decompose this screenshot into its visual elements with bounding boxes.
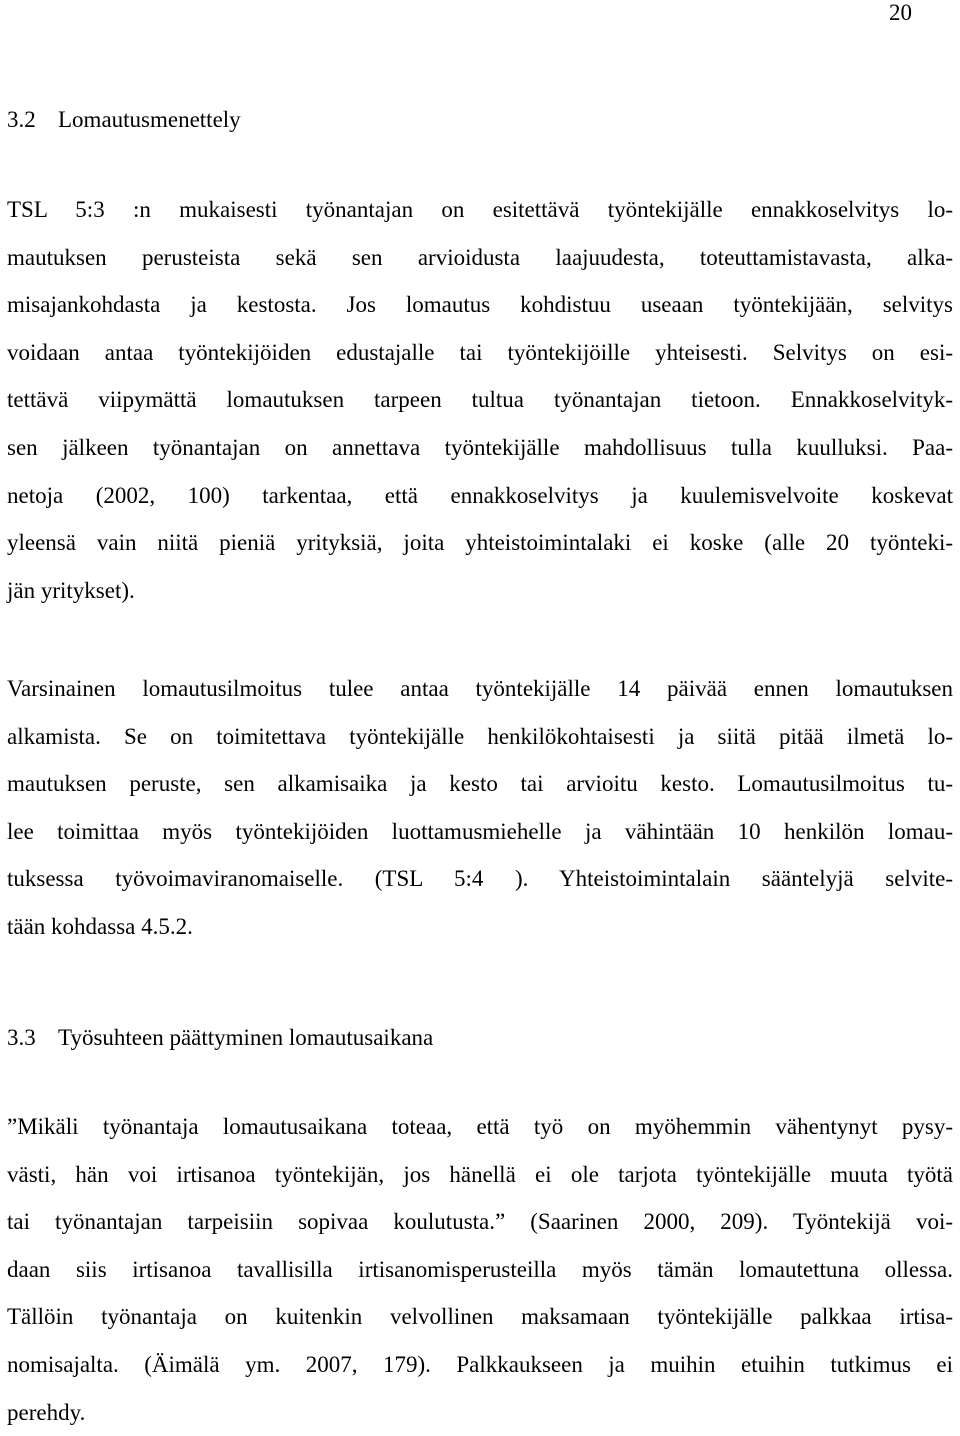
section-number: 3.3 <box>7 1025 36 1050</box>
text-line: Tällöin työnantaja on kuitenkin velvollinen maksamaan työntekijälle palkkaa irtisa- <box>7 1304 953 1330</box>
paragraph-irtisanominen <box>7 1103 953 1436</box>
page-number: 20 <box>889 0 912 25</box>
text-line: misajankohdasta ja kestosta. Jos lomautus kohdistuu useaan työntekijään, selvitys <box>7 292 953 318</box>
section-heading-3-3 <box>7 1025 433 1051</box>
section-number: 3.2 <box>7 107 36 132</box>
text-line: tään kohdassa 4.5.2. <box>7 913 193 939</box>
text-line: västi, hän voi irtisanoa työntekijän, jos hänellä ei ole tarjota työntekijälle muuta työtä <box>7 1161 953 1187</box>
section-heading-3-2 <box>7 107 241 133</box>
section-title: Työsuhteen päättyminen lomautusaikana <box>58 1025 434 1050</box>
text-line: netoja (2002, 100) tarkentaa, että ennakkoselvitys ja kuulemisvelvoite koskevat <box>7 482 953 508</box>
text-line: tai työnantajan tarpeisiin sopivaa koulutusta.” (Saarinen 2000, 209). Työntekijä voi- <box>7 1209 953 1235</box>
text-line: Varsinainen lomautusilmoitus tulee antaa työntekijälle 14 päivää ennen lomautuksen <box>7 676 953 701</box>
text-line: perehdy. <box>7 1399 86 1425</box>
text-line: sen jälkeen työnantajan on annettava työntekijälle mahdollisuus tulla kuulluksi. Paa- <box>7 434 953 460</box>
text-line: daan siis irtisanoa tavallisilla irtisanomisperusteilla myös tämän lomautettuna ollessa. <box>7 1256 953 1282</box>
section-title: Lomautusmenettely <box>58 107 241 132</box>
text-line: nomisajalta. (Äimälä ym. 2007, 179). Palkkaukseen ja muihin etuihin tutkimus ei <box>7 1351 953 1377</box>
text-line: alkamista. Se on toimitettava työntekijälle henkilökohtaisesti ja siitä pitää ilmetä lo- <box>7 723 953 749</box>
text-line: ”Mikäli työnantaja lomautusaikana toteaa, että työ on myöhemmin vähentynyt pysy- <box>7 1114 953 1139</box>
text-line: tuksessa työvoimaviranomaiselle. (TSL 5:4 ). Yhteistoimintalain sääntelyjä selvite- <box>7 866 953 892</box>
text-line: jän yritykset). <box>7 577 135 603</box>
paragraph-ennakkoselvitys <box>7 186 953 614</box>
text-line: mautuksen perusteista sekä sen arvioidusta laajuudesta, toteuttamistavasta, alka- <box>7 244 953 270</box>
text-line: mautuksen peruste, sen alkamisaika ja kesto tai arvioitu kesto. Lomautusilmoitus tu- <box>7 771 953 797</box>
text-line: TSL 5:3 :n mukaisesti työnantajan on esitettävä työntekijälle ennakkoselvitys lo- <box>7 197 953 222</box>
text-line: lee toimittaa myös työntekijöiden luottamusmiehelle ja vähintään 10 henkilön lomau- <box>7 818 953 844</box>
text-line: yleensä vain niitä pieniä yrityksiä, joita yhteistoimintalaki ei koske (alle 20 työnteki- <box>7 530 953 556</box>
text-line: voidaan antaa työntekijöiden edustajalle tai työntekijöille yhteisesti. Selvitys on esi- <box>7 339 953 365</box>
text-line: tettävä viipymättä lomautuksen tarpeen tultua työnantajan tietoon. Ennakkoselvityk- <box>7 387 953 413</box>
paragraph-lomautusilmoitus <box>7 665 953 951</box>
